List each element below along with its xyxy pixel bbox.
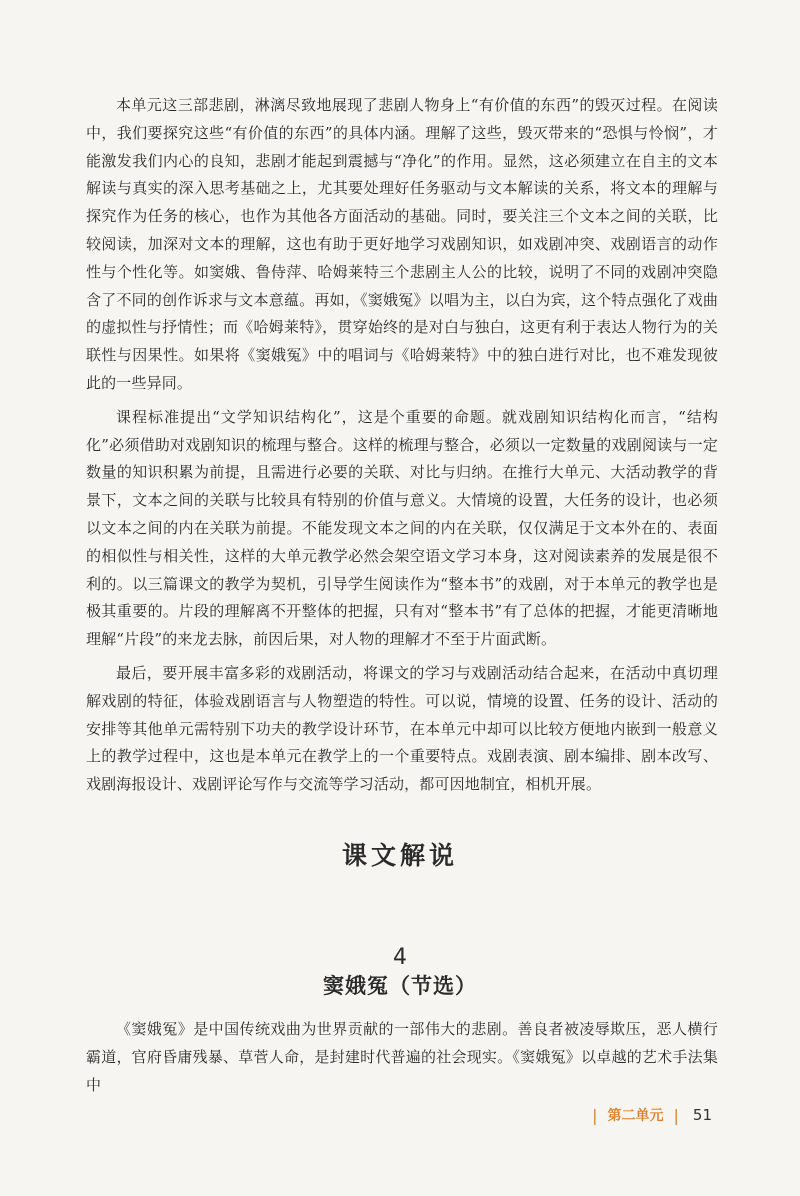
lesson-title: 窦娥冤（节选） bbox=[323, 974, 477, 998]
footer-separator-left: | bbox=[592, 1105, 598, 1125]
lesson-intro bbox=[86, 1016, 718, 1105]
lesson-number: 4 bbox=[393, 945, 407, 970]
paragraph-1: 本单元这三部悲剧，淋漓尽致地展现了悲剧人物身上“有价值的东西”的毁灭过程。在阅读中，我们要探究这些“有价值的东西”的具体内涵。理解了这些，毁灭带来的“恐惧与怜悯”，才能激发我们内心的良知，悲剧才能起到震撼与“净化”的作用。显然，这必须建立在自主的文本解读与真实的深入思考基础之上，尤其要处理好任务驱动与文本解读的关系，将文本的理解与探究作为任务的核心，也作为其他各方面活动的基础。同时，要关注三个文本之间的关联，比较阅读，加深对文本的理解，这也有助于更好地学习戏剧知识，如戏剧冲突、戏剧语言的动作性与个性化等。如窦娥、鲁侍萍、哈姆莱特三个悲剧主人公的比较，说明了不同的戏剧冲突隐含了不同的创作诉求与文本意蕴。再如，《窦娥冤》以唱为主，以白为宾，这个特点强化了戏曲的虚拟性与抒情性；而《哈姆莱特》，贯穿始终的是对白与独白，这更有利于表达人物行为的关联性与因果性。如果将《窦娥冤》中的唱词与《哈姆莱特》中的独白进行对比，也不难发现彼此的一些异同。 bbox=[86, 96, 718, 392]
page-number: 51 bbox=[692, 1106, 712, 1124]
paragraph-3: 最后，要开展丰富多彩的戏剧活动，将课文的学习与戏剧活动结合起来，在活动中真切理解戏剧的特征，体验戏剧语言与人物塑造的特性。可以说，情境的设置、任务的设计、活动的安排等其他单元需特别下功夫的教学设计环节，在本单元中却可以比较方便地内嵌到一般意义上的教学过程中，这也是本单元在教学上的一个重要特点。戏剧表演、剧本编排、剧本改写、戏剧海报设计、戏剧评论写作与交流等学习活动，都可因地制宜，相机开展。 bbox=[86, 663, 718, 794]
page-footer bbox=[592, 1105, 712, 1125]
lesson-intro-paragraph: 《窦娥冤》是中国传统戏曲为世界贡献的一部伟大的悲剧。善良者被凌辱欺压，恶人横行霸道，官府昏庸残暴、草菅人命，是封建时代普遍的社会现实。《窦娥冤》以卓越的艺术手法集中 bbox=[86, 1020, 718, 1094]
paragraph-2: 课程标准提出“文学知识结构化”，这是个重要的命题。就戏剧知识结构化而言，“结构化”必须借助对戏剧知识的梳理与整合。这样的梳理与整合，必须以一定数量的戏剧阅读与一定数量的知识积累为前提，且需进行必要的关联、对比与归纳。在推行大单元、大活动教学的背景下，文本之间的关联与比较具有特别的价值与意义。大情境的设置，大任务的设计，也必须以文本之间的内在关联为前提。不能发现文本之间的内在关联，仅仅满足于文本外在的、表面的相似性与相关性，这样的大单元教学必然会架空语文学习本身，这对阅读素养的发展是很不利的。以三篇课文的教学为契机，引导学生阅读作为“整本书”的戏剧，对于本单元的教学也是极其重要的。片段的理解离不开整体的把握，只有对“整本书”有了总体的把握，才能更清晰地理解“片段”的来龙去脉，前因后果，对人物的理解才不至于片面武断。 bbox=[86, 407, 718, 649]
body-text bbox=[86, 92, 718, 805]
section-title: 课文解说 bbox=[341, 841, 458, 870]
footer-separator-right: | bbox=[673, 1105, 679, 1125]
footer-unit-label: 第二单元 bbox=[607, 1108, 664, 1124]
